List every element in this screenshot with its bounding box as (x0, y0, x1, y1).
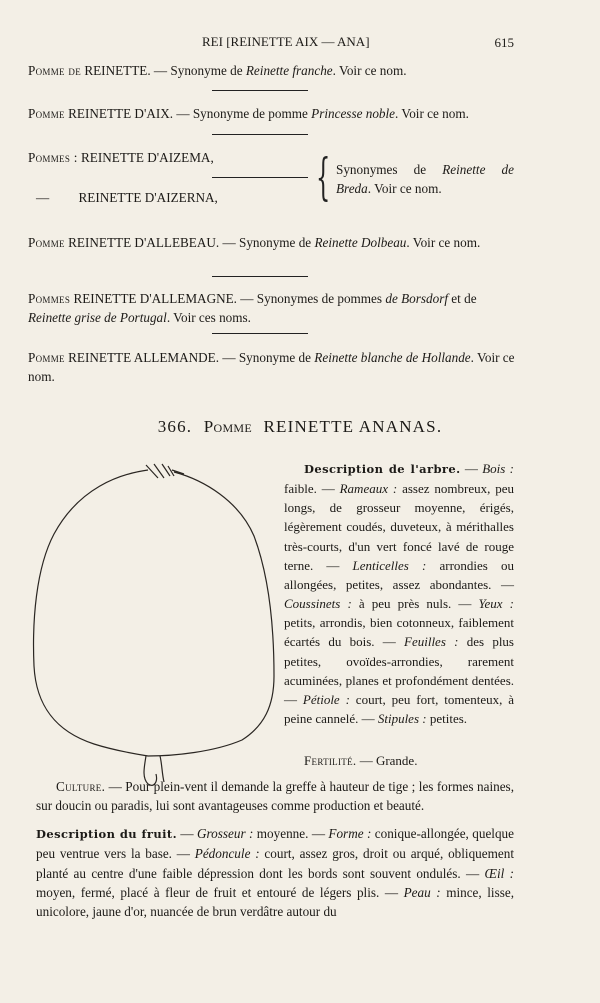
entry-text-after: . Voir ce nom. (332, 63, 407, 78)
page-number: 615 (494, 35, 514, 50)
label-feuilles: Feuilles : (404, 634, 459, 650)
label-culture: Culture. (56, 779, 106, 794)
entry-ref: Reinette blanche de Hollande (314, 350, 471, 365)
entry-name: REINETTE D'ALLEMAGNE. (73, 291, 237, 306)
entry-ref-2: Reinette grise de Portugal (28, 310, 167, 325)
entry-reinette (28, 61, 528, 80)
entry-prefix: Pommes (28, 291, 71, 306)
label-peau: Peau : (403, 884, 441, 900)
entry-text: — Synonyme de (150, 63, 246, 78)
tree-heading-dash: — (460, 461, 478, 476)
label-petiole: Pétiole : (302, 691, 350, 707)
label-pedoncule: Pédoncule : (194, 846, 260, 862)
label-oeil: Œil : (484, 865, 514, 881)
entry-text-mid: et de (447, 291, 477, 306)
text-feuilles: des plus petites, ovoïdes-arrondies, rarement acuminées, planes et profondément dentées. — (284, 634, 514, 707)
entry-prefix: Pomme de (28, 63, 82, 78)
divider (212, 177, 308, 178)
synonym-note-line2 (336, 179, 514, 198)
label-stipules: Stipules : (377, 711, 427, 727)
text-coussinets: à peu près nuls. — (351, 596, 479, 612)
culture-paragraph (36, 777, 514, 816)
entry-ref: Reinette franche (245, 63, 333, 78)
text-culture: — Pour plein-vent il demande la greffe à hauteur de tige ; les formes naines, sur doucin ou paradis, lui sont avantageuses comme production et beauté. (36, 779, 514, 814)
entry-reinette-allemande (28, 348, 518, 386)
entry-reinette-d-allebeau (28, 233, 516, 252)
divider (212, 333, 308, 334)
entry-reinette-d-aix (28, 104, 548, 123)
label-coussinets: Coussinets : (284, 596, 352, 612)
text-bois: faible. — (284, 481, 340, 497)
label-fertilite: Fertilité. (304, 753, 357, 768)
fruit-heading-dash: — (177, 826, 197, 841)
text-stipules: petites. (426, 711, 468, 727)
text-lenticelles: arrondies ou allongées, petites, assez abondantes. — (284, 557, 514, 592)
entry-reinette-d-allemagne (28, 289, 516, 327)
label-bois: Bois : (482, 461, 514, 476)
entry-name: REINETTE D'AIZERNA, (78, 190, 218, 205)
entry-prefix: Pommes : (28, 150, 78, 165)
entry-text-after: . Voir ce nom. (395, 106, 469, 121)
fruit-heading: Description du fruit. (36, 827, 178, 841)
entry-prefix: Pomme (28, 350, 65, 365)
label-grosseur: Grosseur : (197, 826, 254, 841)
entry-name: REINETTE D'AIZEMA, (81, 150, 214, 165)
label-yeux: Yeux : (478, 596, 515, 612)
text-rameaux: assez nombreux, peu longs, de grosseur moyenne, érigés, légèrement coudés, duveteux, à mérithalles très-courts, d'un vert foncé lavé de rouge terne. — (284, 481, 515, 573)
fruit-description (36, 824, 514, 921)
apple-outline-illustration (24, 456, 284, 788)
entry-text-after: . Voir ce nom. (406, 235, 481, 250)
text-yeux: petits, arrondis, bien cotonneux, faiblement écartés du bois. — (284, 615, 514, 650)
section-prefix: Pomme (203, 417, 253, 436)
entry-name: REINETTE D'ALLEBEAU. (68, 235, 220, 250)
entry-text: — Synonyme de (219, 235, 315, 250)
text-pedoncule: court, assez gros, droit ou arqué, obliquement planté au centre d'une faible dépression dont les bords sont souvent ondulés. — (36, 846, 514, 881)
entry-ref: de Borsdorf (385, 291, 448, 306)
text-peau: mince, lisse, unicolore, jaune d'or, nuancée de brun verdâtre autour du (36, 884, 514, 920)
entry-prefix: Pomme (28, 235, 65, 250)
synonym-note-line1 (336, 160, 514, 179)
brace-glyph: { (316, 148, 331, 206)
entry-text-after: . Voir ces noms. (166, 310, 251, 325)
divider (212, 134, 308, 135)
section-title (0, 417, 600, 437)
entry-reinette-d-aizema (28, 148, 214, 167)
section-number: 366. (157, 417, 193, 436)
section-name: REINETTE ANANAS. (263, 417, 443, 436)
fertility-line (304, 753, 417, 769)
entry-text: — Synonyme de pomme (173, 106, 312, 121)
text-grosseur: moyenne. — (253, 826, 329, 841)
text-forme: conique-allongée, quelque peu ventrue vers la base. — (36, 826, 514, 862)
entry-reinette-d-aizerna (36, 188, 218, 207)
entry-text: — Synonyme de (219, 350, 315, 365)
entry-text: — Synonymes de pommes (236, 291, 386, 306)
text-oeil: moyen, fermé, placé à fleur de fruit et entouré de légers plis. — (36, 884, 404, 900)
divider (212, 90, 308, 91)
synonym-ref: Breda (336, 181, 368, 196)
entry-dash: — (36, 190, 50, 205)
divider (212, 276, 308, 277)
text-petiole: court, peu fort, tomenteux, à peine cannelé. — (284, 691, 514, 727)
synonym-text: . Voir ce nom. (367, 181, 442, 196)
entry-prefix: Pomme (28, 106, 65, 121)
tree-heading: Description de l'arbre. (304, 462, 461, 476)
entry-ref: Reinette Dolbeau (314, 235, 407, 250)
entry-text-after: . Voir ce nom. (28, 350, 515, 384)
entry-name: REINETTE D'AIX. (68, 106, 174, 121)
entry-name: REINETTE. (84, 63, 151, 78)
tree-description (284, 459, 514, 728)
synonym-text: Synonymes de (336, 162, 427, 177)
text-fertilite: — Grande. (356, 753, 418, 768)
label-forme: Forme : (328, 826, 372, 841)
label-lenticelles: Lenticelles : (352, 557, 427, 573)
running-title: REI [REINETTE AIX — ANA] (202, 34, 370, 49)
entry-ref: Princesse noble (311, 106, 396, 121)
entry-name: REINETTE ALLEMANDE. (68, 350, 220, 365)
synonym-ref: Reinette de (442, 162, 514, 177)
label-rameaux: Rameaux : (339, 481, 398, 497)
